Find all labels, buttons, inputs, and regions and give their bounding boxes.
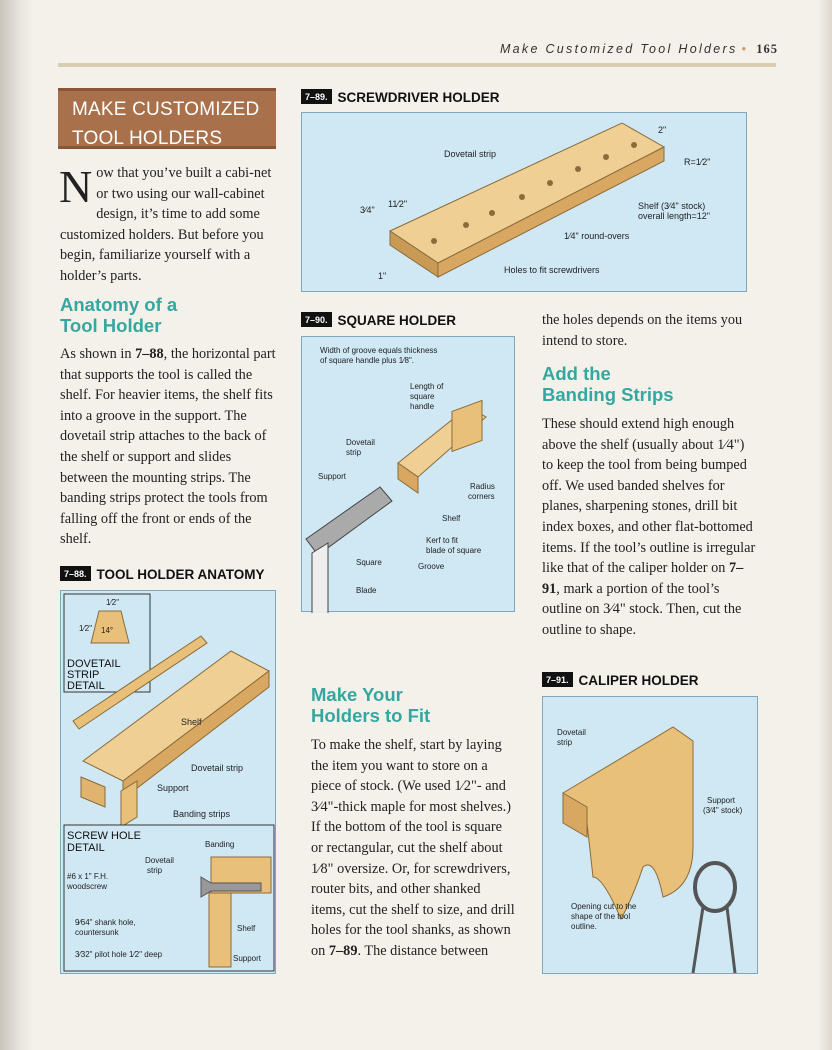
fig-90-title (301, 312, 456, 328)
fig-88-title-text: TOOL HOLDER ANATOMY (96, 567, 265, 582)
screw-detail-title-1: SCREW HOLE (67, 830, 141, 842)
fig89-label-dovetail: Dovetail strip (444, 149, 497, 159)
fig90-label-support: Support (318, 472, 347, 481)
fig90-label-length-3: handle (410, 402, 435, 411)
fig91-label-opening-3: outline. (571, 922, 597, 931)
anatomy-paragraph (60, 344, 278, 550)
fig91-label-support-2: (3⁄4" stock) (703, 806, 743, 815)
fig91-label-dovetail-2: strip (557, 738, 573, 747)
screw-label-banding: Banding (205, 840, 235, 849)
fig89-label-radius: R=1⁄2" (684, 157, 711, 167)
fig91-label-dovetail-1: Dovetail (557, 728, 586, 737)
fig-89-title (301, 89, 500, 105)
label-support: Support (157, 783, 189, 793)
fig-91-number: 7–91. (542, 672, 573, 687)
col3-continued-text (542, 310, 756, 351)
fig89-label-dim-3q: 3⁄4" (360, 205, 375, 215)
fit-text-pre: To make the shelf, start by laying the item you want to store on a piece of stock. (We used 1⁄2"- and 3⁄4"-thick maple for most shelves.) If the bottom of the tool is square or rectangular, cut the shelf about 1⁄8" oversize. Or, for screwdrivers, router bits, and other shanked items, cut the shelf to size, and drill holes for the tool shanks, as shown on (311, 737, 515, 959)
fig-91-title-text: CALIPER HOLDER (578, 673, 699, 688)
banding-heading (542, 363, 674, 405)
book-binding-shadow (0, 0, 34, 1050)
fig-89-title-text: SCREWDRIVER HOLDER (337, 90, 500, 105)
fig-88-panel (60, 590, 276, 974)
dovetail-detail-title-1: DOVETAIL (67, 658, 121, 670)
fig90-label-length-2: square (410, 392, 435, 401)
fig90-label-width-2: of square handle plus 1⁄8". (320, 356, 415, 365)
banner-line-1: MAKE CUSTOMIZED (72, 99, 260, 120)
detail-angle: 14° (101, 626, 114, 635)
screw-label-shank-1: 9⁄64" shank hole, (75, 918, 136, 927)
running-header (448, 42, 778, 57)
anatomy-figure-ref: 7–88 (135, 346, 164, 362)
anatomy-text-post: , the horizontal part that supports the tool is called the shelf. For heavier items, the shelf fits into a groove in the support. The dovetail strip attaches to the back of the shelf or support and slides between the mounting strips. The banding strips protect the tools from falling off the front or ends of the shelf. (60, 346, 276, 548)
caliper-leg-left (693, 907, 703, 973)
hole-4 (519, 194, 525, 200)
fig89-label-dim-2: 2" (658, 125, 667, 135)
fig91-label-support-1: Support (707, 796, 736, 805)
screw-label-support: Support (233, 954, 262, 963)
anatomy-text-pre: As shown in (60, 346, 136, 362)
fig89-label-holes: Holes to fit screwdrivers (504, 265, 600, 275)
fig-88-drawing (61, 591, 277, 975)
fig-91-title (542, 672, 699, 688)
screw-detail-title-2: DETAIL (67, 842, 105, 854)
banner-line-2: TOOL HOLDERS (72, 128, 223, 149)
detail-dim-side: 1⁄2" (79, 624, 93, 633)
fig90-label-groove: Groove (418, 562, 445, 571)
fig-88-title (60, 566, 265, 582)
screw-label-dovetail-1: Dovetail (145, 856, 174, 865)
banding-figure-ref: 7–91 (542, 560, 744, 597)
intro-text: ow that you’ve built a cabi-net or two using our wall-cabinet design, it’s time to add some customized holders. But before you begin, familiarize yourself with a holder’s parts. (60, 165, 272, 284)
screw-label-shank-2: countersunk (75, 928, 119, 937)
anatomy-heading-line-2: Tool Holder (60, 315, 162, 336)
banding-heading-line-2: Banding Strips (542, 384, 674, 405)
drop-cap: N (59, 161, 93, 212)
screw-label-shelf: Shelf (237, 924, 256, 933)
caliper-leg-right (727, 907, 735, 973)
page-edge-shadow (818, 0, 832, 1050)
label-banding-strips: Banding strips (173, 809, 231, 819)
fig90-label-radius-2: corners (468, 492, 495, 501)
screw-label-screw-1: #6 x 1" F.H. (67, 872, 109, 881)
fit-heading (311, 684, 430, 726)
dovetail-detail-title-2: STRIP (67, 669, 100, 681)
caliper-ring (695, 863, 735, 911)
fig-91-drawing (543, 697, 759, 975)
screw-label-pilot: 3⁄32" pilot hole 1⁄2" deep (75, 950, 163, 959)
section-banner (58, 88, 276, 149)
page-number: 165 (756, 42, 778, 56)
fit-figure-ref: 7–89 (328, 942, 358, 959)
fig-90-panel (301, 336, 515, 612)
fig90-label-dovetail-2: strip (346, 448, 362, 457)
fig-90-title-text: SQUARE HOLDER (337, 313, 457, 328)
fig91-label-opening-1: Opening cut to the (571, 902, 637, 911)
fig-88-number: 7–88. (60, 566, 91, 581)
banding-text-pre: These should extend high enough above the shelf (usually about 1⁄4") to keep the tool from being bumped off. We used banded shelves for planes, sharpening stones, drill bit index boxes, and other flat-bottomed items. If the tool’s outline is irregular like that of the caliper holder on (542, 416, 756, 577)
square-blade (312, 543, 328, 613)
label-dovetail-strip: Dovetail strip (191, 763, 244, 773)
anatomy-heading-line-1: Anatomy of a (60, 294, 178, 315)
fig90-label-kerf-2: blade of square (426, 546, 482, 555)
running-title: Make Customized Tool Holders (499, 42, 738, 56)
fig89-label-dim-1half: 11⁄2" (388, 199, 408, 209)
hole-3 (489, 210, 495, 216)
fig-90-number: 7–90. (301, 312, 332, 327)
square-handle (306, 487, 392, 555)
intro-paragraph (60, 163, 276, 287)
screw-label-dovetail-2: strip (147, 866, 163, 875)
square-back-block (452, 400, 482, 451)
fig90-label-kerf-1: Kerf to fit (426, 536, 459, 545)
banding-paragraph (542, 414, 756, 641)
hole-7 (603, 154, 609, 160)
dovetail-detail-title-3: DETAIL (67, 680, 105, 692)
fit-paragraph (311, 735, 517, 962)
screwdriver-shelf (390, 123, 667, 263)
fig-89-number: 7–89. (301, 89, 332, 104)
fig90-label-dovetail-1: Dovetail (346, 438, 375, 447)
fig-89-drawing (302, 113, 748, 293)
hole-2 (463, 222, 469, 228)
fit-heading-line-2: Holders to Fit (311, 705, 431, 726)
banding-text-post: , mark a portion of the tool’s outline on 3⁄4" stock. Then, cut the outline to shape. (542, 580, 742, 638)
fig90-label-square: Square (356, 558, 382, 567)
hole-6 (575, 166, 581, 172)
banding-heading-line-1: Add the (542, 363, 611, 384)
hole-5 (547, 180, 553, 186)
anatomy-heading (60, 294, 177, 336)
fit-heading-line-1: Make Your (311, 684, 403, 705)
fit-text-post: . The distance between (357, 942, 489, 959)
fig-89-panel (301, 112, 747, 292)
fig89-label-shelf-2: overall length=12" (638, 211, 710, 221)
fig89-label-dim-1: 1" (378, 271, 387, 281)
banding-strip-drawing (81, 777, 105, 807)
fig89-label-roundovers: 1⁄4" round-overs (564, 231, 630, 241)
header-separator: • (741, 42, 749, 56)
fig90-label-blade: Blade (356, 586, 377, 595)
col3-text: the holes depends on the items you intend to store. (542, 312, 743, 349)
hole-8 (631, 142, 637, 148)
fig90-label-width-1: Width of groove equals thickness (320, 346, 438, 355)
detail-dim-top: 1⁄2" (106, 598, 120, 607)
fig90-label-shelf: Shelf (442, 514, 461, 523)
screw-support-block (209, 893, 231, 967)
fig-90-drawing (302, 337, 516, 613)
fig89-label-shelf-1: Shelf (3⁄4" stock) (638, 201, 706, 211)
label-shelf: Shelf (181, 717, 202, 727)
hole-1 (431, 238, 437, 244)
fig91-label-opening-2: shape of the tool (571, 912, 631, 921)
screw-label-screw-2: woodscrew (67, 882, 108, 891)
header-rule (58, 63, 776, 67)
fig-91-panel (542, 696, 758, 974)
fig90-label-radius-1: Radius (470, 482, 495, 491)
fig90-label-length-1: Length of (410, 382, 444, 391)
